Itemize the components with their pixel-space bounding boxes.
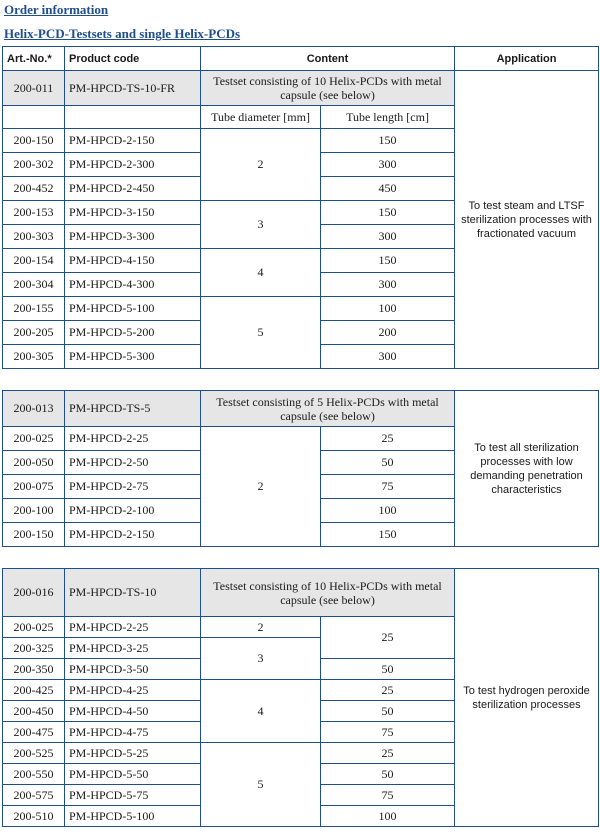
tube-diameter-cell: 2 — [201, 427, 321, 547]
set-content: Testset consisting of 5 Helix-PCDs with metal capsule (see below) — [201, 391, 455, 427]
tube-length-cell: 200 — [321, 321, 455, 345]
tube-length-cell: 50 — [321, 701, 455, 722]
row-art-no: 200-450 — [3, 701, 65, 722]
row-art-no: 200-075 — [3, 475, 65, 499]
application-text: To test steam and LTSF sterilization processes with fractionated vacuum — [455, 71, 599, 369]
row-product-code: PM-HPCD-4-25 — [65, 680, 201, 701]
row-art-no: 200-510 — [3, 806, 65, 827]
tube-diameter-cell: 3 — [201, 201, 321, 249]
row-product-code: PM-HPCD-3-150 — [65, 201, 201, 225]
row-product-code: PM-HPCD-3-300 — [65, 225, 201, 249]
tube-diameter-cell: 5 — [201, 743, 321, 827]
row-art-no: 200-154 — [3, 249, 65, 273]
row-art-no: 200-305 — [3, 345, 65, 369]
row-product-code: PM-HPCD-5-300 — [65, 345, 201, 369]
row-art-no: 200-304 — [3, 273, 65, 297]
set-art-no: 200-011 — [3, 71, 65, 106]
tube-length-cell: 150 — [321, 129, 455, 153]
row-art-no: 200-303 — [3, 225, 65, 249]
tube-diameter-cell: 3 — [201, 638, 321, 680]
tube-length-cell: 25 — [321, 680, 455, 701]
tube-length-cell: 300 — [321, 273, 455, 297]
row-art-no: 200-150 — [3, 523, 65, 547]
row-art-no: 200-155 — [3, 297, 65, 321]
set-content: Testset consisting of 10 Helix-PCDs with metal capsule (see below) — [201, 569, 455, 617]
row-art-no: 200-100 — [3, 499, 65, 523]
row-art-no: 200-205 — [3, 321, 65, 345]
row-art-no: 200-025 — [3, 617, 65, 638]
tube-length-cell: 300 — [321, 345, 455, 369]
row-art-no: 200-425 — [3, 680, 65, 701]
row-product-code: PM-HPCD-3-25 — [65, 638, 201, 659]
row-product-code: PM-HPCD-5-100 — [65, 297, 201, 321]
tube-length-cell: 50 — [321, 764, 455, 785]
tube-length-cell: 25 — [321, 617, 455, 659]
row-product-code: PM-HPCD-5-25 — [65, 743, 201, 764]
row-product-code: PM-HPCD-2-25 — [65, 617, 201, 638]
row-product-code: PM-HPCD-4-150 — [65, 249, 201, 273]
tube-diameter-cell: 4 — [201, 249, 321, 297]
tube-length-cell: 25 — [321, 427, 455, 451]
tube-length-cell: 300 — [321, 153, 455, 177]
header-art-no: Art.-No.* — [3, 47, 65, 71]
subheader-tube-length: Tube length [cm] — [321, 106, 455, 129]
testsets-subheading: Helix-PCD-Testsets and single Helix-PCDs — [4, 26, 241, 41]
row-product-code: PM-HPCD-5-50 — [65, 764, 201, 785]
row-product-code: PM-HPCD-2-300 — [65, 153, 201, 177]
tube-length-cell: 50 — [321, 451, 455, 475]
tube-length-cell: 25 — [321, 743, 455, 764]
testset-table-all — [2, 390, 599, 547]
empty-cell — [3, 106, 65, 129]
tube-length-cell: 100 — [321, 499, 455, 523]
row-product-code: PM-HPCD-2-150 — [65, 523, 201, 547]
empty-cell — [65, 106, 201, 129]
row-product-code: PM-HPCD-4-50 — [65, 701, 201, 722]
set-art-no: 200-016 — [3, 569, 65, 617]
set-product-code: PM-HPCD-TS-5 — [65, 391, 201, 427]
tube-length-cell: 75 — [321, 475, 455, 499]
row-product-code: PM-HPCD-4-75 — [65, 722, 201, 743]
tube-length-cell: 75 — [321, 785, 455, 806]
row-product-code: PM-HPCD-3-50 — [65, 659, 201, 680]
row-art-no: 200-350 — [3, 659, 65, 680]
tube-diameter-cell: 5 — [201, 297, 321, 369]
set-product-code: PM-HPCD-TS-10-FR — [65, 71, 201, 106]
tube-diameter-cell: 2 — [201, 129, 321, 201]
row-product-code: PM-HPCD-5-200 — [65, 321, 201, 345]
header-product-code: Product code — [65, 47, 201, 71]
application-text: To test all sterilization processes with low demanding penetration characteristics — [455, 391, 599, 547]
tube-length-cell: 100 — [321, 806, 455, 827]
row-product-code: PM-HPCD-2-150 — [65, 129, 201, 153]
tube-length-cell: 150 — [321, 249, 455, 273]
subheader-tube-diameter: Tube diameter [mm] — [201, 106, 321, 129]
set-product-code: PM-HPCD-TS-10 — [65, 569, 201, 617]
row-product-code: PM-HPCD-2-75 — [65, 475, 201, 499]
set-content: Testset consisting of 10 Helix-PCDs with metal capsule (see below) — [201, 71, 455, 106]
testset-table-steam — [2, 46, 599, 369]
tube-length-cell: 100 — [321, 297, 455, 321]
row-product-code: PM-HPCD-4-300 — [65, 273, 201, 297]
tube-length-cell: 300 — [321, 225, 455, 249]
tube-length-cell: 150 — [321, 523, 455, 547]
row-product-code: PM-HPCD-5-100 — [65, 806, 201, 827]
row-art-no: 200-525 — [3, 743, 65, 764]
row-art-no: 200-475 — [3, 722, 65, 743]
row-art-no: 200-153 — [3, 201, 65, 225]
tube-length-cell: 75 — [321, 722, 455, 743]
tube-diameter-cell: 4 — [201, 680, 321, 743]
tube-length-cell: 50 — [321, 659, 455, 680]
application-text: To test hydrogen peroxide sterilization processes — [455, 569, 599, 827]
row-art-no: 200-025 — [3, 427, 65, 451]
row-product-code: PM-HPCD-2-25 — [65, 427, 201, 451]
order-information-heading: Order information — [4, 2, 109, 17]
tube-length-cell: 150 — [321, 201, 455, 225]
header-application: Application — [455, 47, 599, 71]
row-product-code: PM-HPCD-2-50 — [65, 451, 201, 475]
row-art-no: 200-150 — [3, 129, 65, 153]
row-art-no: 200-302 — [3, 153, 65, 177]
row-product-code: PM-HPCD-2-450 — [65, 177, 201, 201]
header-content: Content — [201, 47, 455, 71]
row-art-no: 200-575 — [3, 785, 65, 806]
row-art-no: 200-050 — [3, 451, 65, 475]
row-product-code: PM-HPCD-5-75 — [65, 785, 201, 806]
row-art-no: 200-550 — [3, 764, 65, 785]
row-product-code: PM-HPCD-2-100 — [65, 499, 201, 523]
set-art-no: 200-013 — [3, 391, 65, 427]
testset-table-peroxide — [2, 568, 599, 827]
row-art-no: 200-325 — [3, 638, 65, 659]
tube-length-cell: 450 — [321, 177, 455, 201]
tube-diameter-cell: 2 — [201, 617, 321, 638]
row-art-no: 200-452 — [3, 177, 65, 201]
